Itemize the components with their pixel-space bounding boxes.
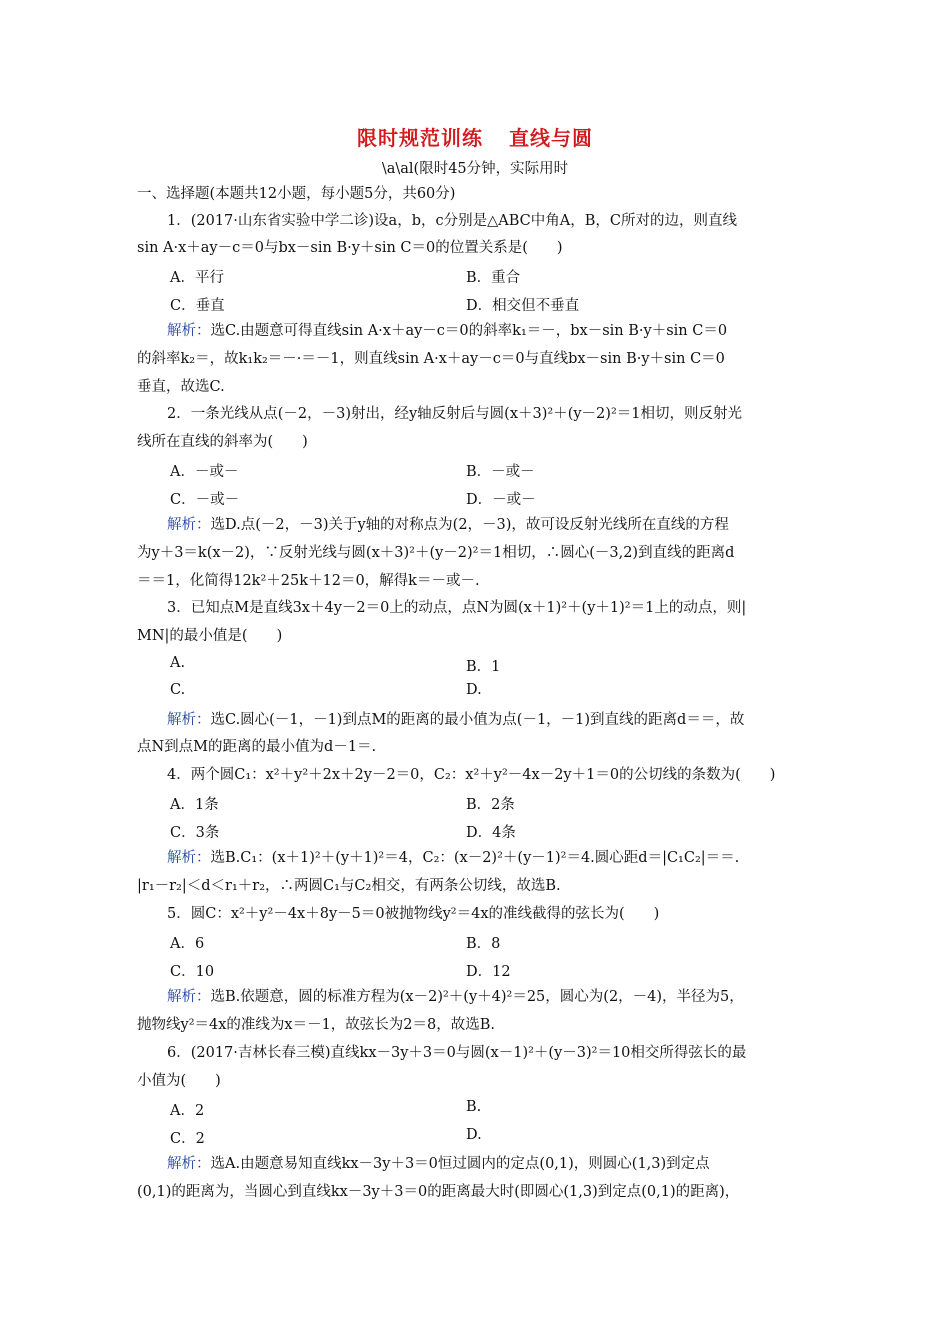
q1-analysis-line3: 垂直，故选C. (137, 379, 225, 395)
q3-analysis-line2: 点N到点M的距离的最小值为d－1＝. (137, 739, 377, 755)
q2-analysis-line2: 为y＋3＝k(x－2)，∵反射光线与圆(x＋3)²＋(y－2)²＝1相切，∴圆心(－3,2)到直线的距离d (137, 545, 735, 561)
q5-option-b: B．8 (466, 936, 501, 952)
q6-option-c: C．2 (170, 1131, 205, 1147)
q6-option-a: A．2 (170, 1103, 205, 1119)
analysis-label: 解析： (167, 1156, 211, 1172)
q3-option-a: A. (170, 655, 186, 671)
q1-stem-line1: 1．(2017·山东省实验中学二诊)设a，b，c分别是△ABC中角A，B，C所对的边，则直线 (167, 213, 737, 229)
q6-analysis-line2: (0,1)的距离为，当圆心到直线kx－3y＋3＝0的距离最大时(即圆心(1,3)到定点(0,1)的距离)， (137, 1184, 740, 1200)
analysis-label: 解析： (167, 712, 211, 728)
title-main: 限时规范训练 (357, 126, 483, 150)
q3-option-d: D. (466, 682, 482, 698)
q2-stem-line1: 2．一条光线从点(－2，－3)射出，经y轴反射后与圆(x＋3)²＋(y－2)²＝1相切，则反射光 (167, 406, 742, 422)
q3-option-b: B．1 (466, 659, 501, 675)
q5-analysis-line1: 解析：选B.依题意，圆的标准方程为(x－2)²＋(y＋4)²＝25，圆心为(2，－4)，半径为5， (167, 989, 744, 1005)
q6-option-b: B. (466, 1099, 482, 1115)
q5-analysis-line2: 抛物线y²＝4x的准线为x＝－1，故弦长为2＝8，故选B. (137, 1017, 496, 1033)
q6-option-d: D. (466, 1127, 482, 1143)
q3-stem-line1: 3．已知点M是直线3x＋4y－2＝0上的动点，点N为圆(x＋1)²＋(y＋1)²＝1上的动点，则| (167, 600, 747, 616)
q6-analysis-line1: 解析：选A.由题意易知直线kx－3y＋3＝0恒过圆内的定点(0,1)，则圆心(1,3)到定点 (167, 1156, 710, 1172)
q5-option-a: A．6 (170, 936, 205, 952)
q5-stem-line1: 5．圆C：x²＋y²－4x＋8y－5＝0被抛物线y²＝4x的准线截得的弦长为( ) (167, 906, 660, 922)
q1-option-b: B．重合 (466, 270, 521, 286)
q1-analysis-line2: 的斜率k₂＝，故k₁k₂＝－·＝－1，则直线sin A·x＋ay－c＝0与直线bx－sin B·y＋sin C＝0 (137, 351, 725, 367)
q4-stem-line1: 4．两个圆C₁：x²＋y²＋2x＋2y－2＝0，C₂：x²＋y²－4x－2y＋1＝0的公切线的条数为( ) (167, 767, 776, 783)
q4-option-b: B．2条 (466, 797, 515, 813)
q5-option-c: C．10 (170, 964, 215, 980)
q3-option-c: C. (170, 682, 186, 698)
q4-option-d: D．4条 (466, 825, 516, 841)
analysis-label: 解析： (167, 989, 211, 1005)
q6-stem-line1: 6．(2017·吉林长春三模)直线kx－3y＋3＝0与圆(x－1)²＋(y－3)²＝10相交所得弦长的最 (167, 1045, 747, 1061)
title-topic: 直线与圆 (509, 126, 593, 150)
q1-analysis-line1: 解析：选C.由题意可得直线sin A·x＋ay－c＝0的斜率k₁＝－，bx－sin B·y＋sin C＝0 (167, 323, 728, 339)
q4-analysis-line1: 解析：选B.C₁：(x＋1)²＋(y＋1)²＝4，C₂：(x－2)²＋(y－1)²＝4.圆心距d＝|C₁C₂|＝＝. (167, 850, 740, 866)
analysis-label: 解析： (167, 517, 211, 533)
q4-option-c: C．3条 (170, 825, 220, 841)
q1-option-d: D．相交但不垂直 (466, 298, 580, 314)
q2-option-b: B．－或－ (466, 464, 535, 480)
q2-stem-line2: 线所在直线的斜率为( ) (137, 434, 308, 450)
q4-option-a: A．1条 (170, 797, 219, 813)
section-heading: 一、选择题(本题共12小题，每小题5分，共60分) (137, 186, 456, 202)
q3-analysis-line1: 解析：选C.圆心(－1，－1)到点M的距离的最小值为点(－1，－1)到直线的距离d＝＝，故 (167, 712, 745, 728)
q4-analysis-line2: |r₁－r₂|＜d＜r₁＋r₂，∴两圆C₁与C₂相交，有两条公切线，故选B. (137, 878, 561, 894)
q6-stem-line2: 小值为( ) (137, 1073, 221, 1089)
q3-stem-line2: MN|的最小值是( ) (137, 628, 283, 644)
q2-option-d: D．－或－ (466, 492, 536, 508)
analysis-label: 解析： (167, 850, 211, 866)
q2-analysis-line3: ＝＝1，化简得12k²＋25k＋12＝0，解得k＝－或－. (137, 573, 480, 589)
q1-option-a: A．平行 (170, 270, 224, 286)
page-title (0, 122, 950, 151)
analysis-label: 解析： (167, 323, 211, 339)
q5-option-d: D．12 (466, 964, 511, 980)
q1-option-c: C．垂直 (170, 298, 225, 314)
q2-option-c: C．－或－ (170, 492, 240, 508)
q2-analysis-line1: 解析：选D.点(－2，－3)关于y轴的对称点为(2，－3)，故可设反射光线所在直线的方程 (167, 517, 729, 533)
q1-stem-line2: sin A·x＋ay－c＝0与bx－sin B·y＋sin C＝0的位置关系是( ) (137, 240, 563, 256)
q2-option-a: A．－或－ (170, 464, 239, 480)
time-limit-note: \a\al(限时45分钟，实际用时 (381, 161, 569, 177)
